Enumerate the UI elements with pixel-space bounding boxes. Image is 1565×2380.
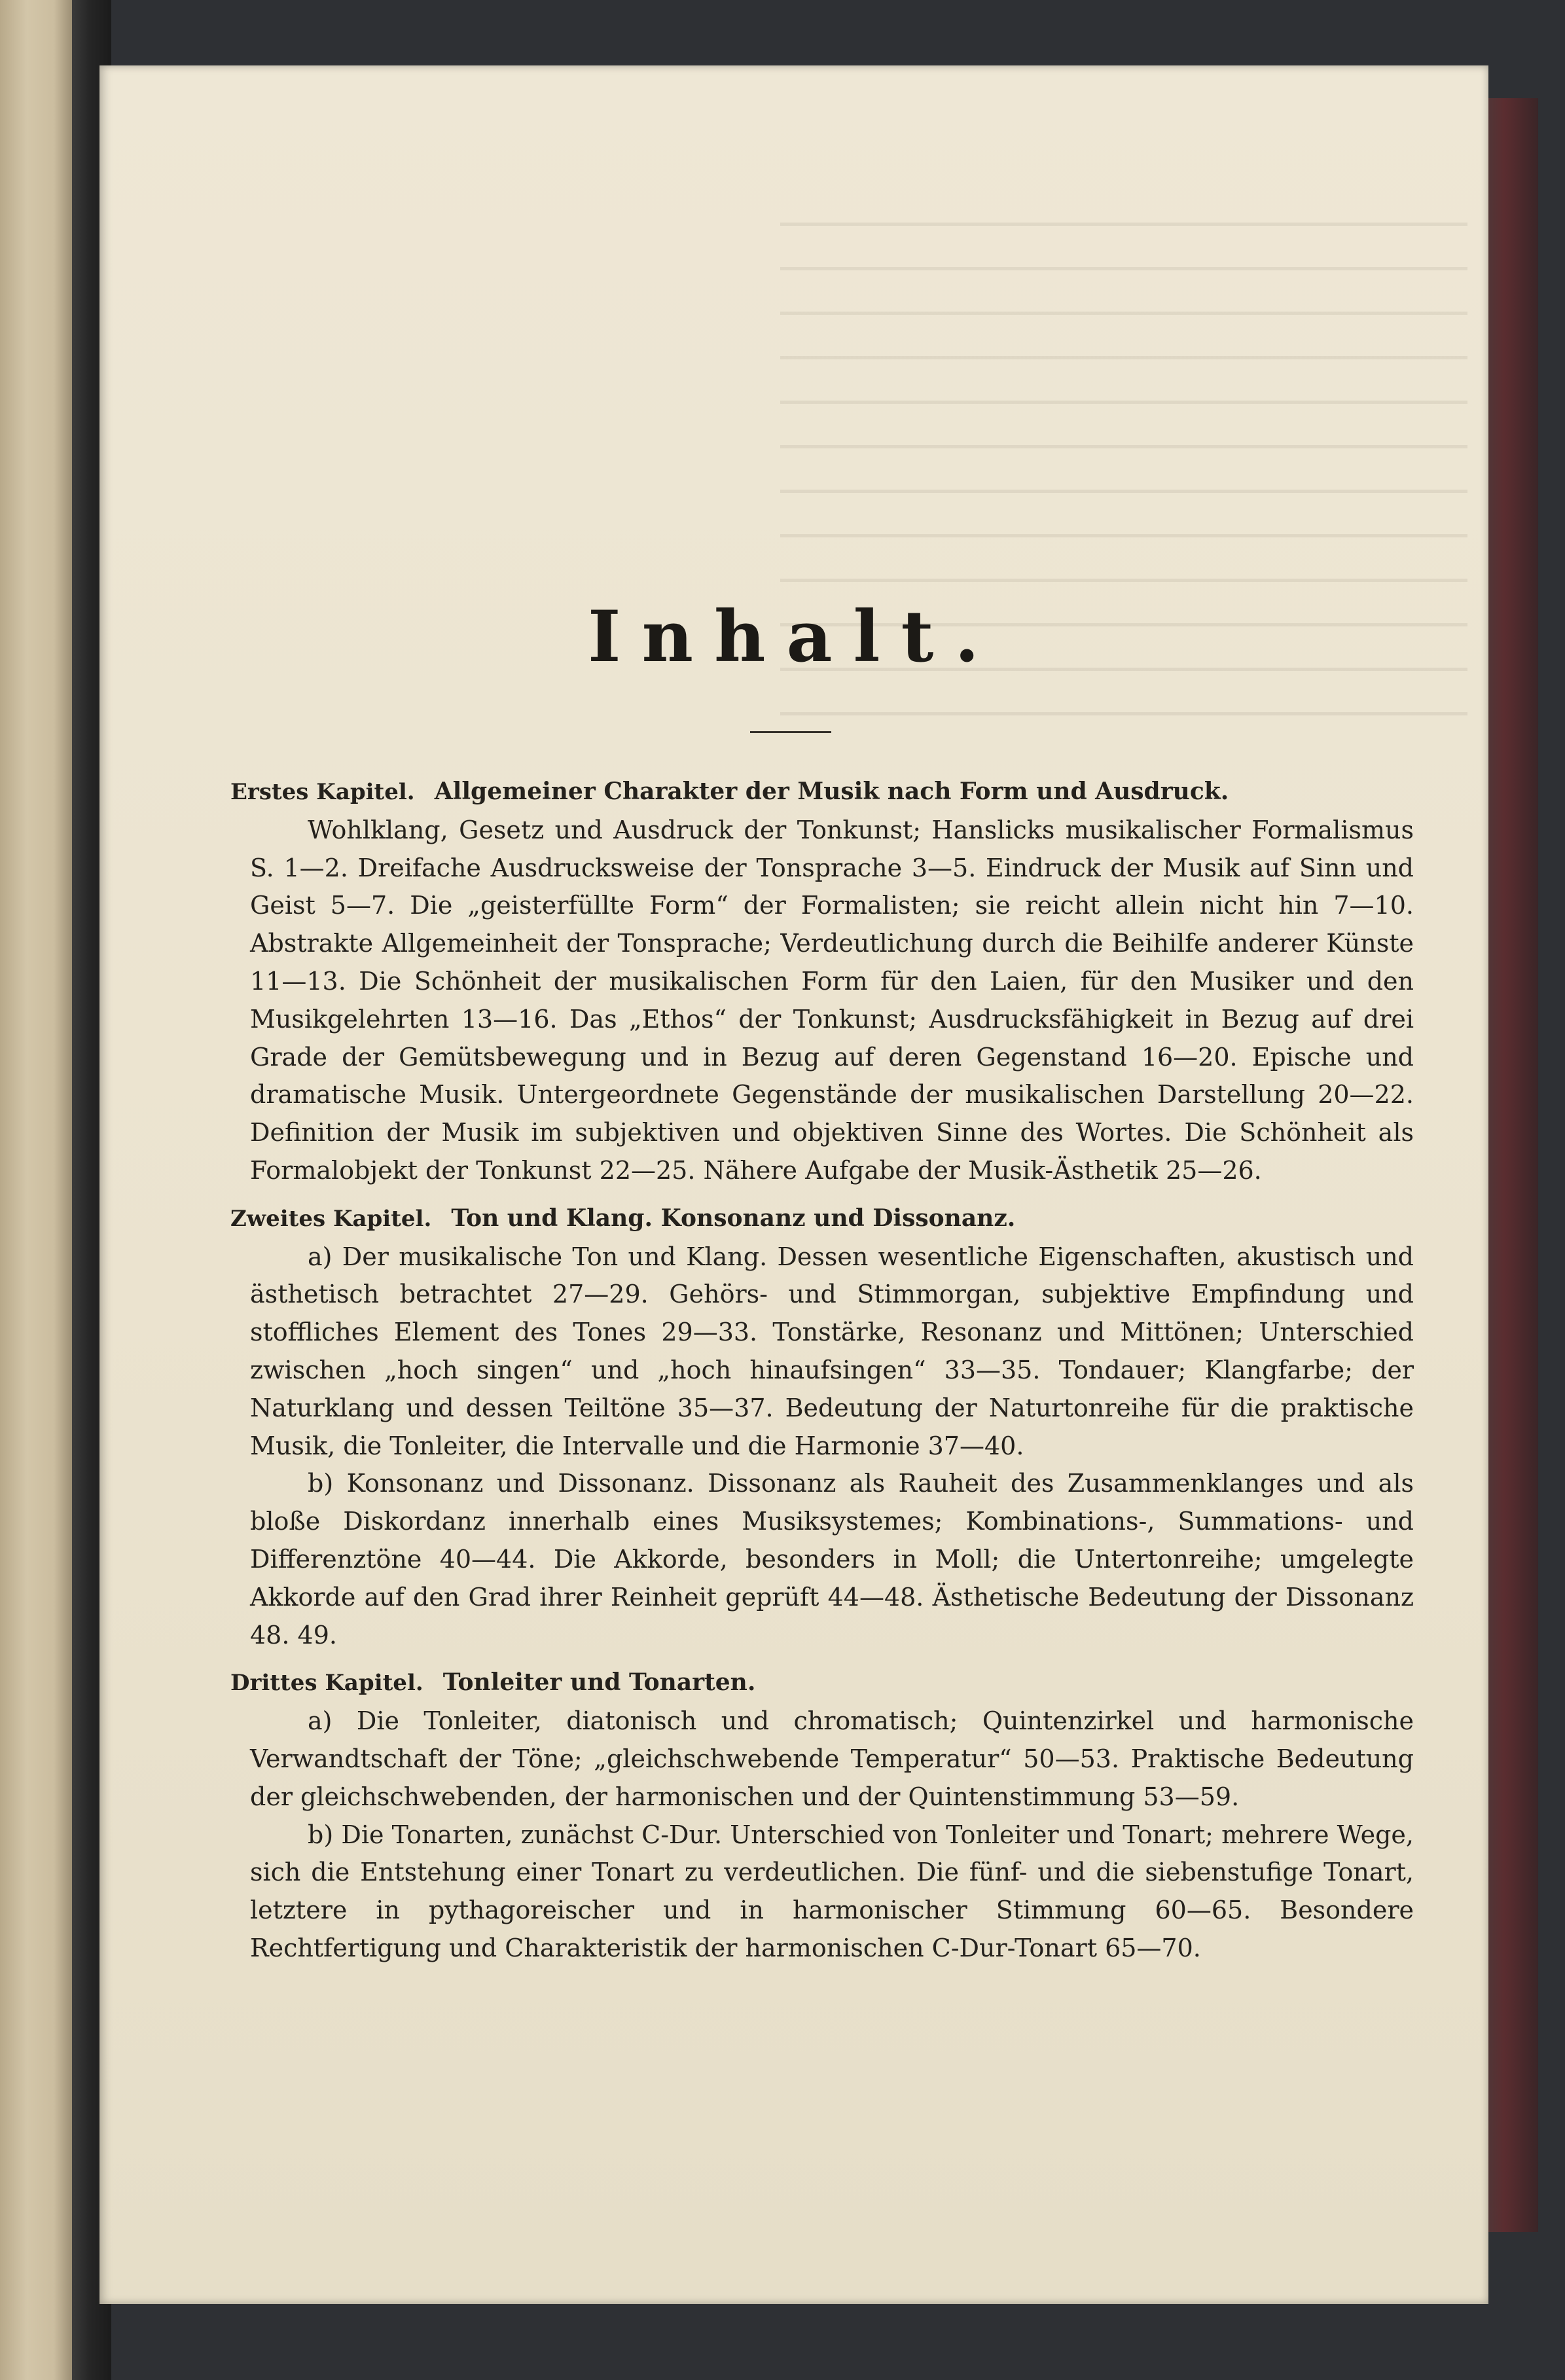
chapter-summary: b) Die Tonarten, zunächst C-Dur. Unterschied von Tonleiter und Tonart; mehrere Wege, sich die Entstehung einer Tonart zu verdeutlichen. Die fünf- und die siebenstufige Tonart, letztere in pythagoreischer und in harmonischer Stimmung 60—65. Besondere Rechtfertigung und Charakteristik der harmonischen C-Dur-Tonart 65—70. bbox=[250, 1820, 1414, 1962]
chapter-title: Ton und Klang. Konsonanz und Dissonanz. bbox=[451, 1204, 1016, 1232]
chapter-heading bbox=[230, 1199, 1414, 1238]
chapter-label: Zweites Kapitel. bbox=[230, 1205, 432, 1232]
left-page-edge bbox=[0, 0, 77, 2380]
chapter-label: Erstes Kapitel. bbox=[230, 779, 415, 805]
title-rule bbox=[750, 731, 831, 733]
chapter-summary: a) Die Tonleiter, diatonisch und chromatisch; Quintenzirkel und harmonische Verwandtschaft der Töne; „gleichschwebende Temperatur“ 50—53. Praktische Bedeutung der gleichschwebenden, der harmonischen und der Quintenstimmung 53—59. bbox=[250, 1706, 1414, 1811]
chapter-heading bbox=[230, 772, 1414, 812]
chapter-title: Tonleiter und Tonarten. bbox=[442, 1668, 756, 1697]
chapter-summary: b) Konsonanz und Dissonanz. Dissonanz als Rauheit des Zusammenklanges und als bloße Diskordanz innerhalb eines Musiksystemes; Kombinations-, Summations- und Differenztöne 40—44. Die Akkorde, besonders in Moll; die Untertonreihe; umgelegte Akkorde auf den Grad ihrer Reinheit geprüft 44—48. Ästhetische Bedeutung der Dissonanz 48. 49. bbox=[250, 1469, 1414, 1650]
book-page bbox=[99, 65, 1488, 2304]
chapter-summary: Wohlklang, Gesetz und Ausdruck der Tonkunst; Hanslicks musikalischer Formalismus S. 1—2. Dreifache Ausdrucksweise der Tonsprache 3—5. Eindruck der Musik auf Sinn und Geist 5—7. Die „geisterfüllte Form“ der Formalisten; sie reicht allein nicht hin 7—10. Abstrakte Allgemeinheit der Tonsprache; Verdeutlichung durch die Beihilfe anderer Künste 11—13. Die Schönheit der musikalischen Form für den Laien, für den Musiker und den Musikgelehrten 13—16. Das „Ethos“ der Tonkunst; Ausdrucksfähigkeit in Bezug auf drei Grade der Gemütsbewegung und in Bezug auf deren Gegenstand 16—20. Epische und dramatische Musik. Untergeordnete Gegenstände der musikalischen Darstellung 20—22. Definition der Musik im subjektiven und objektiven Sinne des Wortes. Die Schönheit als Formalobjekt der Tonkunst 22—25. Nähere Aufgabe der Musik-Ästhetik 25—26. bbox=[250, 815, 1414, 1185]
chapter-heading bbox=[230, 1663, 1414, 1703]
chapter-label: Drittes Kapitel. bbox=[230, 1670, 423, 1697]
chapter-summary: a) Der musikalische Ton und Klang. Dessen wesentliche Eigenschaften, akustisch und ästhetisch betrachtet 27—29. Gehörs- und Stimmorgan, subjektive Empfindung und stoffliches Element des Tones 29—33. Tonstärke, Resonanz und Mittönen; Unterschied zwischen „hoch singen“ und „hoch hinaufsingen“ 33—35. Tondauer; Klangfarbe; der Naturklang und dessen Teiltöne 35—37. Bedeutung der Naturtonreihe für die praktische Musik, die Tonleiter, die Intervalle und die Harmonie 37—40. bbox=[250, 1242, 1414, 1460]
table-of-contents bbox=[230, 772, 1414, 1968]
page-title: Inhalt. bbox=[587, 596, 1001, 678]
chapter-title: Allgemeiner Charakter der Musik nach Form und Ausdruck. bbox=[434, 778, 1229, 805]
